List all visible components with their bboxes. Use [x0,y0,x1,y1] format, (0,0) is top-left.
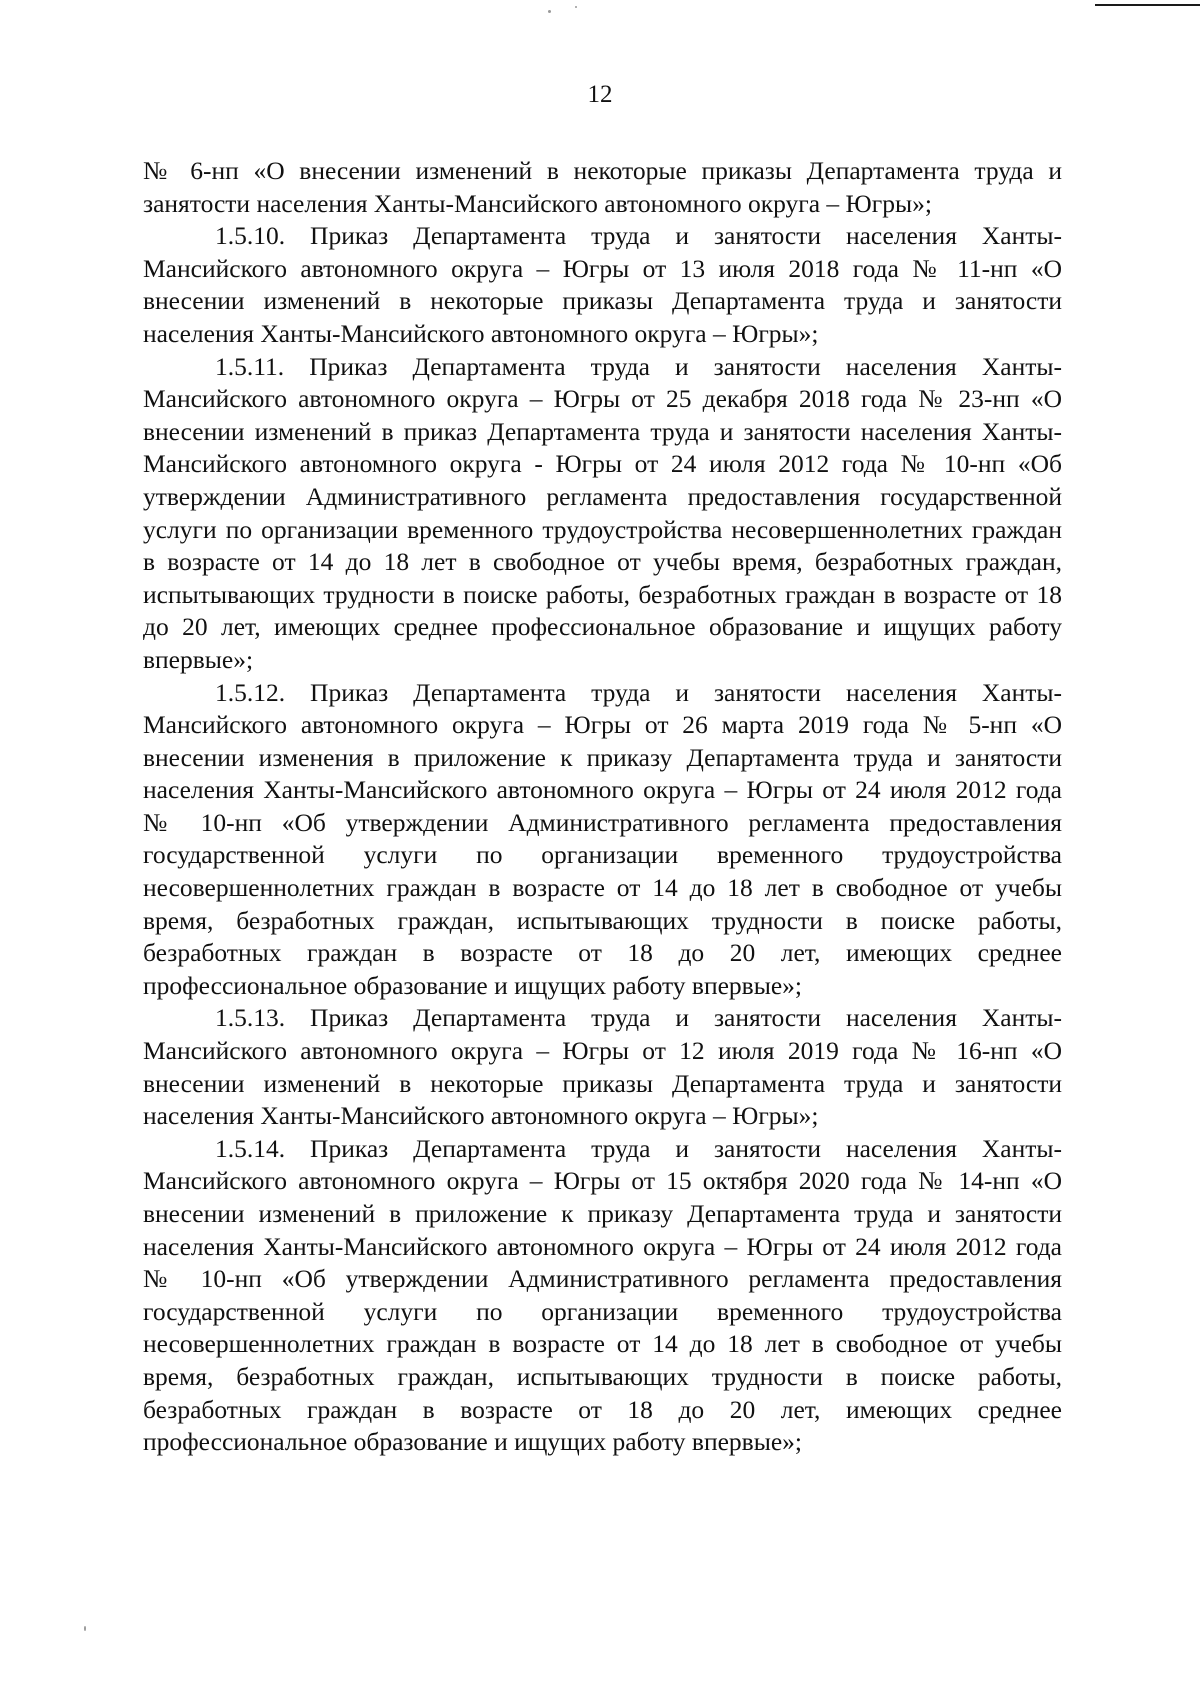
document-body [143,155,1062,1459]
scan-edge-line [1095,4,1200,6]
paragraph-1-5-14: 1.5.14. Приказ Департамента труда и занятости населения Ханты-Мансийского автономного округа – Югры от 15 октября 2020 года № 14-нп «О внесении изменений в приложение к приказу Департамента труда и занятости населения Ханты-Мансийского автономного округа – Югры от 24 июля 2012 года № 10-нп «Об утверждении Административного регламента предоставления государственной услуги по организации временного трудоустройства несовершеннолетних граждан в возрасте от 14 до 18 лет в свободное от учебы время, безработных граждан, испытывающих трудности в поиске работы, безработных граждан в возрасте от 18 до 20 лет, имеющих среднее профессиональное образование и ищущих работу впервые»; [143,1133,1062,1457]
paragraph-continuation: № 6-нп «О внесении изменений в некоторые приказы Департамента труда и занятости населения Ханты-Мансийского автономного округа – Югры»; [143,156,1062,218]
paragraph-1-5-12: 1.5.12. Приказ Департамента труда и занятости населения Ханты-Мансийского автономного округа – Югры от 26 марта 2019 года № 5-нп «О внесении изменения в приложение к приказу Департамента труда и занятости населения Ханты-Мансийского автономного округа – Югры от 24 июля 2012 года № 10-нп «Об утверждении Административного регламента предоставления государственной услуги по организации временного трудоустройства несовершеннолетних граждан в возрасте от 14 до 18 лет в свободное от учебы время, безработных граждан, испытывающих трудности в поиске работы, безработных граждан в возрасте от 18 до 20 лет, имеющих среднее профессиональное образование и ищущих работу впервые»; [143,677,1062,1000]
scan-speck [548,10,551,13]
scan-speck [575,6,577,8]
scan-speck [84,1626,86,1631]
paragraph-1-5-11: 1.5.11. Приказ Департамента труда и занятости населения Ханты-Мансийского автономного округа – Югры от 25 декабря 2018 года № 23-нп «О внесении изменений в приказ Департамента труда и занятости населения Ханты-Мансийского автономного округа - Югры от 24 июля 2012 года № 10-нп «Об утверждении Административного регламента предоставления государственной услуги по организации временного трудоустройства несовершеннолетних граждан в возрасте от 14 до 18 лет в свободное от учебы время, безработных граждан, испытывающих трудности в поиске работы, безработных граждан в возрасте от 18 до 20 лет, имеющих среднее профессиональное образование и ищущих работу впервые»; [143,351,1062,674]
paragraph-1-5-10: 1.5.10. Приказ Департамента труда и занятости населения Ханты-Мансийского автономного округа – Югры от 13 июля 2018 года № 11-нп «О внесении изменений в некоторые приказы Департамента труда и занятости населения Ханты-Мансийского автономного округа – Югры»; [143,221,1062,348]
page-number: 12 [587,81,613,108]
paragraph-1-5-13: 1.5.13. Приказ Департамента труда и занятости населения Ханты-Мансийского автономного округа – Югры от 12 июля 2019 года № 16-нп «О внесении изменений в некоторые приказы Департамента труда и занятости населения Ханты-Мансийского автономного округа – Югры»; [143,1003,1062,1131]
